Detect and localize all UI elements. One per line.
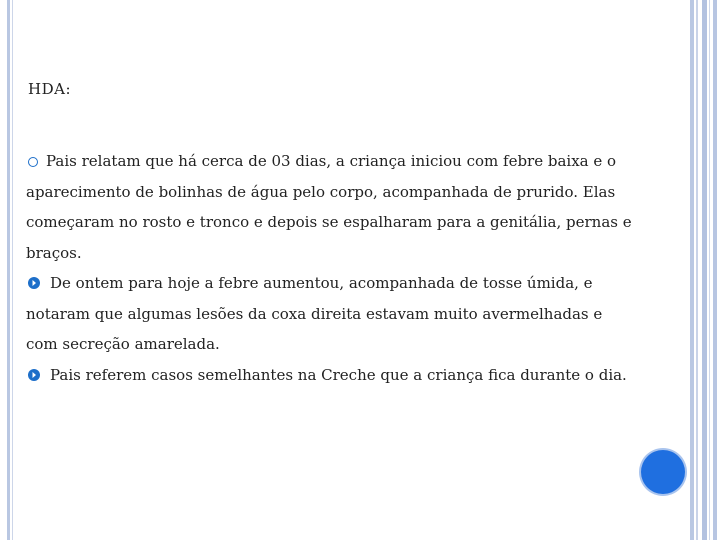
paragraph-text: De ontem para hoje a febre aumentou, acompanhada de tosse úmida, e notaram que algumas lesões da coxa direita estavam muito avermelhadas e com secreção amarelada. bbox=[26, 274, 603, 353]
right-border-line bbox=[713, 0, 717, 540]
left-border-line bbox=[12, 0, 13, 540]
slide-body bbox=[26, 146, 636, 390]
slide-title: HDA: bbox=[28, 80, 71, 98]
filled-circle-arrow-icon bbox=[28, 369, 40, 381]
paragraph-2 bbox=[26, 268, 636, 360]
right-border-line bbox=[702, 0, 707, 540]
decorative-circle bbox=[641, 450, 685, 494]
left-border-line bbox=[7, 0, 10, 540]
paragraph-text: Pais referem casos semelhantes na Creche que a criança fica durante o dia. bbox=[50, 365, 627, 384]
paragraph-3 bbox=[26, 360, 636, 391]
right-border-line bbox=[709, 0, 710, 540]
paragraph-1 bbox=[26, 146, 636, 268]
open-circle-icon bbox=[28, 157, 38, 167]
right-border-line bbox=[690, 0, 694, 540]
right-border-line bbox=[696, 0, 698, 540]
filled-circle-arrow-icon bbox=[28, 277, 40, 289]
paragraph-text: Pais relatam que há cerca de 03 dias, a criança iniciou com febre baixa e o aparecimento de bolinhas de água pelo corpo, acompanhada de prurido. Elas começaram no rosto e tronco e depois se espalharam para a genitália, pernas e braços. bbox=[26, 152, 632, 262]
